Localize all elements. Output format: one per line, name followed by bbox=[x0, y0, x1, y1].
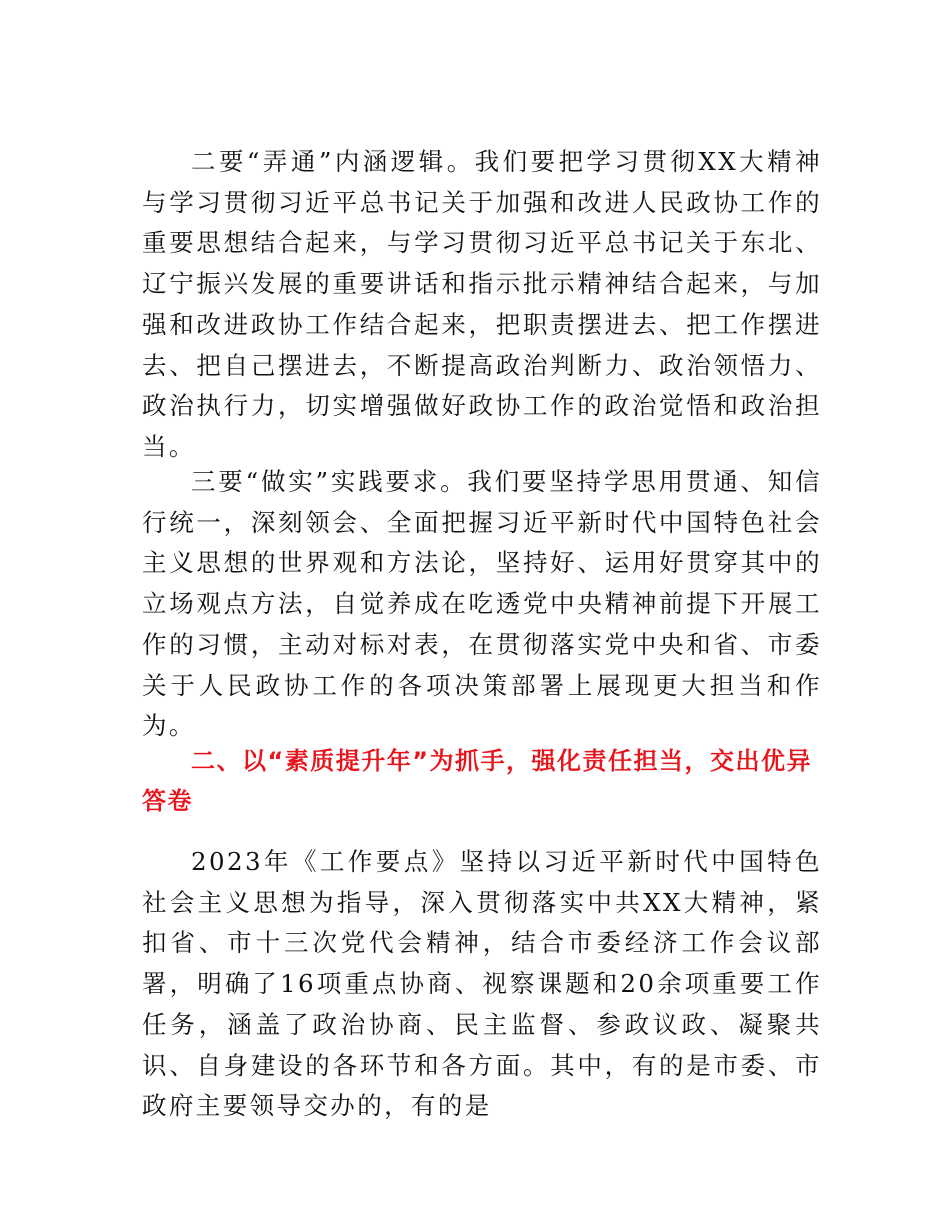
body-paragraph: 2023年《工作要点》坚持以习近平新时代中国特色社会主义思想为指导，深入贯彻落实中共XX大精神，紧扣省、市十三次党代会精神，结合市委经济工作会议部署，明确了16项重点协商、视察课题和20余项重要工作任务，涵盖了政治协商、民主监督、参政议政、凝聚共识、自身建设的各环节和各方面。其中，有的是市委、市政府主要领导交办的，有的是 bbox=[142, 847, 822, 1121]
section-heading: 二、以“素质提升年”为抓手，强化责任担当，交出优异答卷 bbox=[142, 747, 813, 815]
body-paragraph: 二要“弄通”内涵逻辑。我们要把学习贯彻XX大精神与学习贯彻习近平总书记关于加强和改进人民政协工作的重要思想结合起来，与学习贯彻习近平总书记关于东北、辽宁振兴发展的重要讲话和指示批示精神结合起来，与加强和改进政协工作结合起来，把职责摆进去、把工作摆进去、把自己摆进去，不断提高政治判断力、政治领悟力、政治执行力，切实增强做好政协工作的政治觉悟和政治担当。 bbox=[142, 147, 822, 461]
body-paragraph: 三要“做实”实践要求。我们要坚持学思用贯通、知信行统一，深刻领会、全面把握习近平新时代中国特色社会主义思想的世界观和方法论，坚持好、运用好贯穿其中的立场观点方法，自觉养成在吃透党中央精神前提下开展工作的习惯，主动对标对表，在贯彻落实党中央和省、市委关于人民政协工作的各项决策部署上展现更大担当和作为。 bbox=[142, 467, 822, 741]
